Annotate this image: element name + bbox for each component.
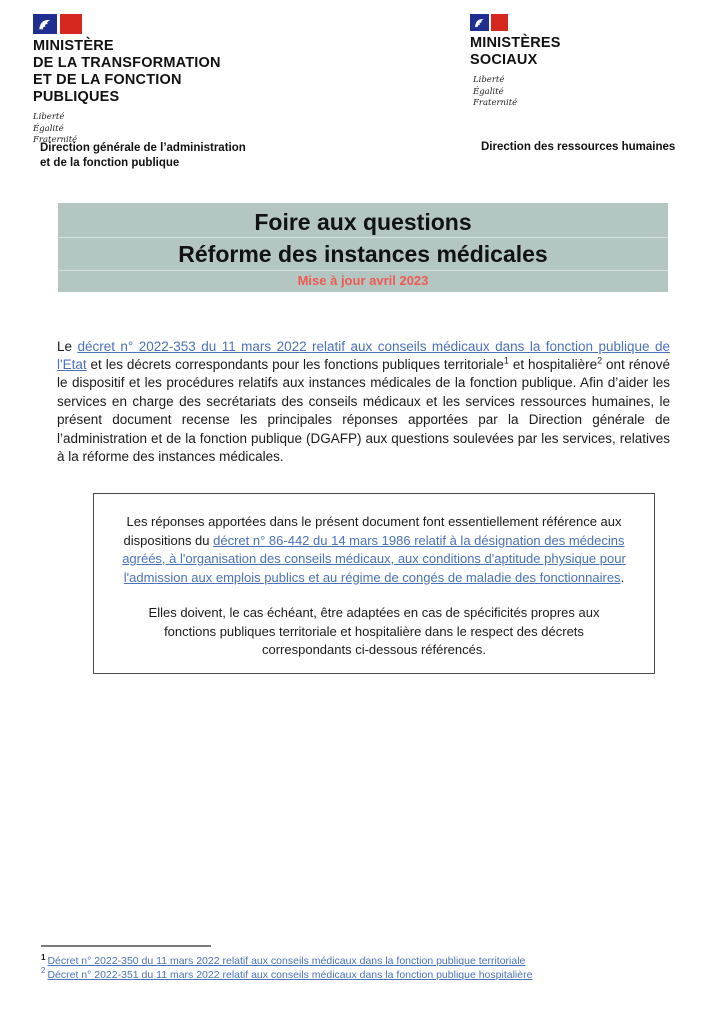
motto-line: Fraternité: [33, 135, 78, 145]
ministry-name-right: [470, 35, 700, 69]
flag-blue-panel-marianne-icon: [33, 14, 57, 34]
footnote-marker-2: 2: [41, 966, 46, 975]
motto-line: Égalité: [473, 86, 504, 97]
title-banner: [58, 203, 668, 292]
document-title-line1: Foire aux questions: [254, 209, 472, 235]
direction-right-label: Direction des ressources humaines: [481, 141, 676, 153]
intro-text: Le: [57, 338, 78, 354]
footnote-marker-1: 1: [41, 952, 46, 962]
motto-right: [473, 75, 700, 110]
direction-left-line: Direction générale de l’administration: [40, 142, 246, 154]
direction-left-label: [40, 141, 280, 171]
banner-line-seam: [58, 270, 668, 271]
decret-2022-353-link[interactable]: décret n° 2022-353 du 11 mars 2022 relatif aux conseils médicaux dans la fonction publique de l'Etat: [57, 338, 670, 372]
ministry-left-line: PUBLIQUES: [33, 89, 120, 105]
intro-text: et hospitalière: [508, 356, 598, 372]
motto-line: Liberté: [473, 75, 505, 85]
flag-red-panel-icon: [491, 14, 508, 31]
header-right-ministry-block: [470, 14, 700, 110]
footnotes-section: [41, 945, 661, 982]
ministry-right-line: MINISTÈRES: [470, 35, 561, 51]
document-title-line2: Réforme des instances médicales: [178, 241, 548, 267]
ministry-left-line: ET DE LA FONCTION: [33, 72, 182, 88]
ministry-right-line: SOCIAUX: [470, 52, 538, 68]
decret-2022-351-link[interactable]: Décret n° 2022-351 du 11 mars 2022 relatif aux conseils médicaux dans la fonction publique hospitalière: [47, 968, 533, 981]
motto-line: Égalité: [33, 123, 64, 134]
intro-text: et les décrets correspondants pour les fonctions publiques territoriale: [86, 356, 504, 372]
update-date-subtitle: Mise à jour avril 2023: [297, 273, 429, 288]
direction-left-line: et de la fonction publique: [40, 157, 180, 169]
footnote-ref-2: 2: [597, 355, 603, 366]
decret-2022-350-link[interactable]: Décret n° 2022-350 du 11 mars 2022 relatif aux conseils médicaux dans la fonction publique territoriale: [47, 955, 526, 967]
footnote-1: [41, 952, 661, 969]
flag-blue-panel-marianne-icon: [470, 14, 489, 31]
french-flag-icon: [33, 14, 82, 34]
ministry-left-line: MINISTÈRE: [33, 38, 114, 54]
footnote-2: [41, 966, 661, 983]
note-paragraph-1: [121, 513, 627, 587]
note-text: .: [620, 569, 625, 585]
footnote-ref-1: 1: [503, 355, 509, 366]
flag-red-panel-icon: [60, 14, 82, 34]
intro-paragraph: [57, 338, 670, 467]
motto-line: Liberté: [33, 112, 65, 122]
intro-text: ont rénové le dispositif et les procédures relatifs aux instances médicales de la fonction publique. Afin d’aider les services en charge des secrétariats des conseils médicaux et les services ressources humaines, le présent document recense les principales réponses apportées par la Direction générale de l’administration et de la fonction publique (DGAFP) aux questions soulevées par les services, relatives à la réforme des instances médicales.: [57, 356, 670, 464]
footnote-separator: [41, 945, 211, 947]
ministry-name-left: [33, 38, 313, 106]
ministry-left-line: DE LA TRANSFORMATION: [33, 55, 221, 71]
header-left-ministry-block: [33, 14, 313, 147]
decret-86-442-link[interactable]: décret n° 86-442 du 14 mars 1986 relatif à la désignation des médecins agréés, à l'organisation des conseils médicaux, aux conditions d'aptitude physique pour l'admission aux emplois publics et au régime de congés de maladie des fonctionnaires: [122, 532, 626, 585]
note-paragraph-2: Elles doivent, le cas échéant, être adaptées en cas de spécificités propres aux fonctions publiques territoriale et hospitalière dans le respect des décrets correspondants ci-dessous référencés.: [148, 605, 600, 657]
french-flag-icon: [470, 14, 508, 31]
motto-line: Fraternité: [473, 98, 518, 108]
banner-line-seam: [58, 237, 668, 238]
note-text: Les réponses apportées dans le présent document font essentiellement référence aux dispositions du: [123, 514, 622, 548]
reference-note-box: [93, 493, 655, 674]
